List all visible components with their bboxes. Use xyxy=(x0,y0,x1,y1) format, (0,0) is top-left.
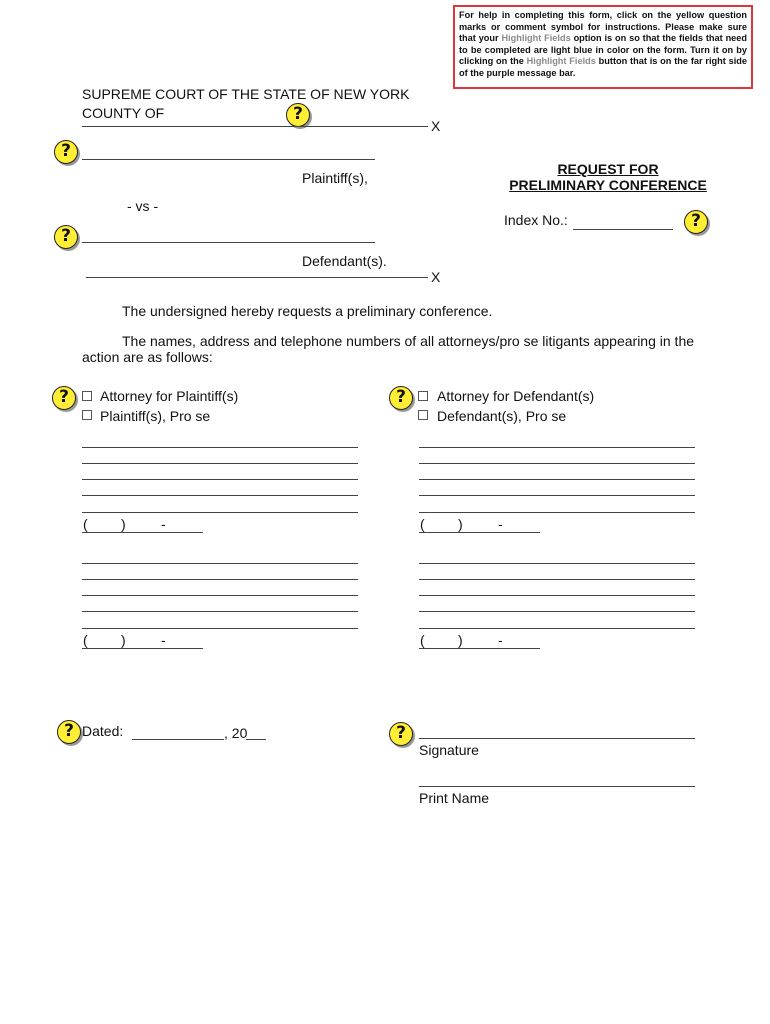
defendant-phone-close-paren: ) xyxy=(458,516,463,532)
print-name-label: Print Name xyxy=(419,790,490,806)
plaintiff-name-field[interactable] xyxy=(82,159,375,160)
defendant-attorney-help-icon[interactable]: ? xyxy=(389,386,413,410)
defendant2-address-line-4[interactable] xyxy=(419,611,695,612)
plaintiff-phone-open-paren: ( xyxy=(83,516,88,532)
versus-label: - vs - xyxy=(127,198,159,214)
plaintiff2-address-line-3[interactable] xyxy=(82,595,358,596)
attorney-for-plaintiff-checkbox[interactable] xyxy=(82,391,92,401)
defendant-help-icon[interactable]: ? xyxy=(54,225,78,249)
defendant-address-line-3[interactable] xyxy=(419,479,695,480)
plaintiff-phone-close-paren: ) xyxy=(121,516,126,532)
caption-x-mark-top: X xyxy=(431,118,441,134)
index-number-label: Index No.: xyxy=(504,212,568,228)
defendant2-address-line-3[interactable] xyxy=(419,595,695,596)
defendant-phone-field[interactable] xyxy=(419,532,540,533)
defendant-pro-se-checkbox[interactable] xyxy=(418,410,428,420)
highlight-fields-term-1: Highlight Fields xyxy=(501,33,571,44)
signature-field[interactable] xyxy=(419,738,695,739)
county-field-line[interactable] xyxy=(82,126,428,127)
defendant2-address-line-5[interactable] xyxy=(419,628,695,629)
defendant2-address-line-1[interactable] xyxy=(419,563,695,564)
defendant2-address-line-2[interactable] xyxy=(419,579,695,580)
index-number-help-icon[interactable]: ? xyxy=(684,210,708,234)
plaintiff-pro-se-checkbox[interactable] xyxy=(82,410,92,420)
defendant-address-line-4[interactable] xyxy=(419,495,695,496)
plaintiff2-address-line-5[interactable] xyxy=(82,628,358,629)
index-number-field[interactable] xyxy=(573,229,673,230)
defendant2-phone-open-paren: ( xyxy=(420,632,425,648)
court-name: SUPREME COURT OF THE STATE OF NEW YORK xyxy=(82,86,410,102)
plaintiff-help-icon[interactable]: ? xyxy=(54,140,78,164)
county-help-icon[interactable]: ? xyxy=(286,103,310,127)
attorneys-statement-line2: action are as follows: xyxy=(82,349,213,365)
attorneys-statement-line1: The names, address and telephone numbers of all attorneys/pro se litigants appearing in the xyxy=(122,333,695,349)
plaintiff2-address-line-1[interactable] xyxy=(82,563,358,564)
request-statement: The undersigned hereby requests a preliminary conference. xyxy=(122,303,493,319)
document-title-line1: REQUEST FOR xyxy=(557,161,659,177)
defendant-address-line-2[interactable] xyxy=(419,463,695,464)
caption-x-mark-bottom: X xyxy=(431,269,441,285)
plaintiff-phone-dash: - xyxy=(161,516,166,532)
print-name-field[interactable] xyxy=(419,786,695,787)
plaintiff-address-line-1[interactable] xyxy=(82,447,358,448)
plaintiff-attorney-help-icon[interactable]: ? xyxy=(52,386,76,410)
plaintiff2-phone-field[interactable] xyxy=(82,648,203,649)
attorney-for-plaintiff-label: Attorney for Plaintiff(s) xyxy=(100,388,239,404)
defendant-label: Defendant(s). xyxy=(302,253,387,269)
caption-bottom-line xyxy=(86,277,428,278)
plaintiff-address-line-4[interactable] xyxy=(82,495,358,496)
signature-help-icon[interactable]: ? xyxy=(389,722,413,746)
highlight-fields-term-2: Highlight Fields xyxy=(526,56,596,67)
dated-year-field[interactable] xyxy=(246,739,266,740)
plaintiff-pro-se-label: Plaintiff(s), Pro se xyxy=(100,408,211,424)
attorney-for-defendant-checkbox[interactable] xyxy=(418,391,428,401)
help-text-part3: button that is on the far right side of the purple message bar. xyxy=(459,56,747,78)
defendant-phone-open-paren: ( xyxy=(420,516,425,532)
help-text-part1: For help in completing this form, click on the yellow question marks or comment symbol for instructions. Please make sure that your xyxy=(459,10,747,44)
plaintiff-label: Plaintiff(s), xyxy=(302,170,368,186)
defendant-phone-dash: - xyxy=(498,516,503,532)
plaintiff-address-line-3[interactable] xyxy=(82,479,358,480)
signature-label: Signature xyxy=(419,742,479,758)
help-instructions-box xyxy=(453,5,753,89)
defendant-address-line-5[interactable] xyxy=(419,512,695,513)
defendant2-phone-field[interactable] xyxy=(419,648,540,649)
plaintiff2-phone-open-paren: ( xyxy=(83,632,88,648)
plaintiff2-address-line-2[interactable] xyxy=(82,579,358,580)
defendant-address-line-1[interactable] xyxy=(419,447,695,448)
plaintiff2-address-line-4[interactable] xyxy=(82,611,358,612)
defendant-pro-se-label: Defendant(s), Pro se xyxy=(437,408,567,424)
plaintiff2-phone-dash: - xyxy=(161,632,166,648)
help-text-part2: option is on so that the fields that need to be completed are light blue in color on the form. Turn it on by clicking on the xyxy=(459,33,748,67)
dated-label: Dated: xyxy=(82,723,124,739)
document-title-line2: PRELIMINARY CONFERENCE xyxy=(509,177,707,193)
defendant-name-field[interactable] xyxy=(82,242,375,243)
plaintiff-phone-field[interactable] xyxy=(82,532,203,533)
plaintiff-address-line-2[interactable] xyxy=(82,463,358,464)
defendant2-phone-close-paren: ) xyxy=(458,632,463,648)
attorney-for-defendant-label: Attorney for Defendant(s) xyxy=(437,388,595,404)
dated-field[interactable] xyxy=(132,739,224,740)
defendant2-phone-dash: - xyxy=(498,632,503,648)
plaintiff-address-line-5[interactable] xyxy=(82,512,358,513)
dated-year-prefix: , 20 xyxy=(224,725,248,741)
county-label: COUNTY OF xyxy=(82,105,165,121)
plaintiff2-phone-close-paren: ) xyxy=(121,632,126,648)
dated-help-icon[interactable]: ? xyxy=(57,720,81,744)
